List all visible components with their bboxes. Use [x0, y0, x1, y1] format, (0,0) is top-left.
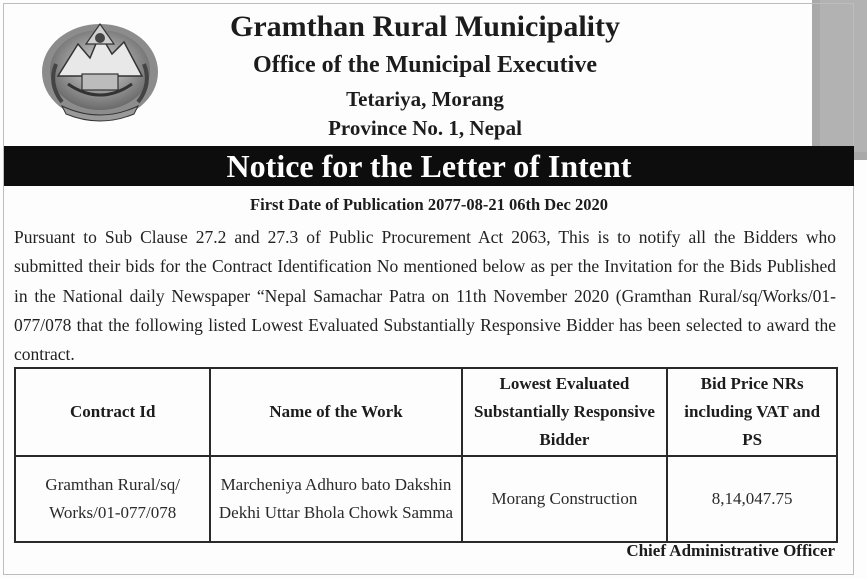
publication-date: First Date of Publication 2077-08-21 06th Dec 2020 [250, 195, 608, 214]
office-location: Tetariya, Morang [346, 87, 504, 111]
signatory-title: Chief Administrative Officer [626, 541, 835, 560]
office-name: Office of the Municipal Executive [253, 52, 597, 78]
table-header-row [15, 368, 837, 456]
province-name: Province No. 1, Nepal [328, 116, 522, 140]
notice-body: Pursuant to Sub Clause 27.2 and 27.3 of Public Procurement Act 2063, This is to notify all the Bidders who submitted their bids for the Contract Identification No mentioned below as per the Invitation for the Bids Published in the National daily Newspaper “Nepal Samachar Patra on 11th November 2020 (Gramthan Rural/sq/Works/01-077/078 that the following listed Lowest Evaluated Substantially Responsive Bidder has been selected to award the contract. [14, 227, 836, 365]
contract-table [14, 367, 838, 543]
cell-work-name: Marcheniya Adhuro bato Dakshin Dekhi Uttar Bhola Chowk Samma [210, 456, 461, 542]
header-bid-price: Bid Price NRs including VAT and PS [667, 368, 837, 456]
table-row [15, 456, 837, 542]
municipality-name: Gramthan Rural Municipality [229, 10, 620, 43]
header-contract-id: Contract Id [15, 368, 210, 456]
cell-bidder: Morang Construction [462, 456, 668, 542]
cell-bid-price: 8,14,047.75 [667, 456, 837, 542]
header-work-name: Name of the Work [210, 368, 461, 456]
header-bidder: Lowest Evaluated Substantially Responsive Bidder [462, 368, 668, 456]
notice-title: Notice for the Letter of Intent [4, 146, 854, 186]
cell-contract-id: Gramthan Rural/sq/ Works/01-077/078 [15, 456, 210, 542]
nepal-emblem-icon [38, 14, 162, 124]
